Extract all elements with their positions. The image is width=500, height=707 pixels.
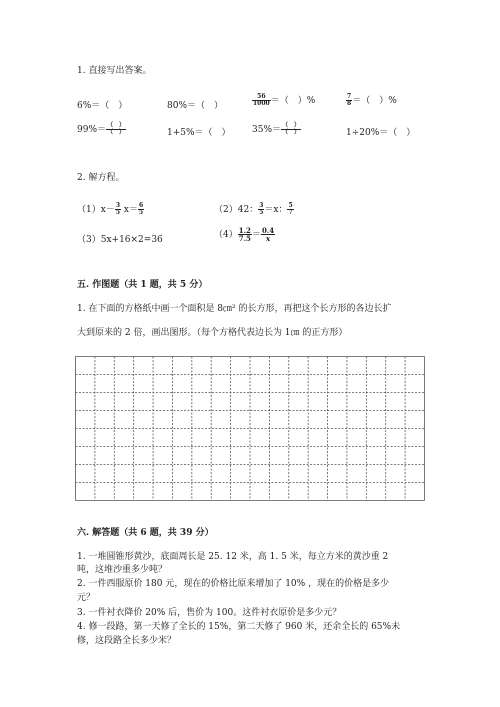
section6-heading: 六. 解答题（共 6 题，共 39 分） <box>77 528 214 538</box>
section5-heading: 五. 作图题（共 1 题，共 5 分） <box>77 280 208 290</box>
q1-item-g: 35%＝ $\frac{( )}{( )}$ <box>252 122 301 136</box>
section6-line: 2. 一件西服原价 180 元，现在的价格比原来增加了 10% ，现在的价格是多少 <box>77 579 390 589</box>
fraction: $\frac{5}{7}$ <box>288 202 293 216</box>
q1-item-a: 6%＝（ ） <box>77 101 128 111</box>
section5-question-line-2: 大到原来的 2 倍，画出图形。（每个方格代表边长为 1㎝ 的正方形） <box>77 328 348 338</box>
q1-item-d: $\frac{7}{8}$ ＝（ ）% <box>347 93 397 107</box>
fraction: $\frac{( )}{( )}$ <box>107 122 126 136</box>
equation-3: （3）5x+16×2=36 <box>77 235 163 245</box>
equation-1: （1）x－ $\frac{3}{5}$ x＝ $\frac{6}{5}$ <box>77 202 144 216</box>
q1-item-e: 99%＝ $\frac{( )}{( )}$ <box>77 122 126 136</box>
section5-question-line-1: 1. 在下面的方格纸中画一个面积是 8㎝² 的长方形，再把这个长方形的各边长扩 <box>77 304 392 314</box>
equation-4: （4） $\frac{1.2}{7.5}$ ＝ $\frac{0.4}{x}$ <box>214 226 275 243</box>
section6-line: 3. 一件衬衣降价 20% 后，售价为 100。这件衬衣原价是多少元？ <box>77 608 342 618</box>
section1-title: 1. 直接写出答案。 <box>77 66 152 76</box>
section6-line: 4. 修一段路，第一天修了全长的 15%，第二天修了 960 米，还余全长的 65%未 <box>77 622 401 632</box>
fraction: $\frac{6}{5}$ <box>138 202 144 216</box>
fraction: $\frac{( )}{( )}$ <box>282 122 301 136</box>
q1-item-b: 80%＝（ ） <box>167 101 224 111</box>
equation-2: （2）42： $\frac{3}{5}$ ＝x： $\frac{5}{7}$ <box>214 202 293 216</box>
section6-line: 元？ <box>77 593 96 603</box>
fraction: $\frac{3}{5}$ <box>115 202 120 216</box>
fraction: $\frac{56}{1000}$ <box>253 93 270 107</box>
fraction: $\frac{3}{5}$ <box>259 202 264 216</box>
fraction: $\frac{1.2}{7.5}$ <box>238 226 251 243</box>
section6-line: 修，这段路全长多少米？ <box>77 636 177 646</box>
q1-item-h: 1÷20%＝（ ） <box>346 128 416 138</box>
fraction: $\frac{0.4}{x}$ <box>261 226 275 243</box>
square-grid[interactable] <box>75 356 425 501</box>
section2-title: 2. 解方程。 <box>77 173 125 183</box>
q1-item-c: $\frac{56}{1000}$ ＝（ ）% <box>253 93 316 107</box>
q1-item-f: 1+5%＝（ ） <box>167 128 231 138</box>
section6-line: 1. 一堆圆锥形黄沙，底面周长是 25. 12 米，高 1. 5 米，每立方米的黄沙重 2 <box>77 552 389 562</box>
section6-line: 吨，这堆沙重多少吨？ <box>77 565 168 575</box>
fraction: $\frac{7}{8}$ <box>347 93 352 107</box>
